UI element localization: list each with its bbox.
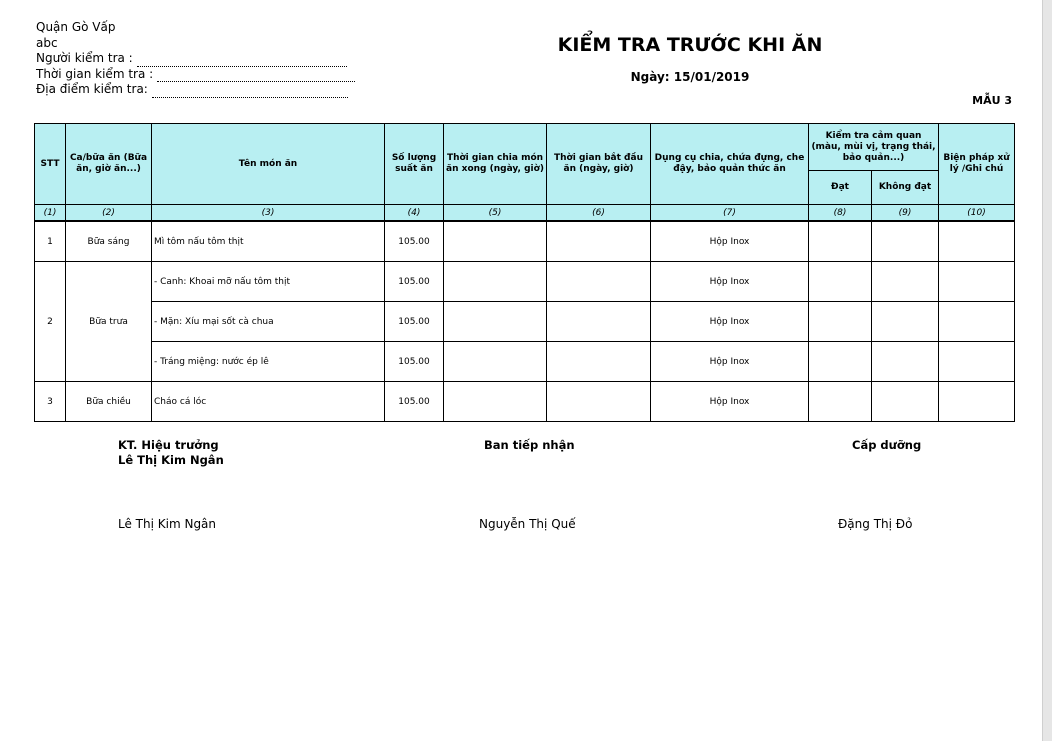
inspection-table	[34, 123, 1015, 422]
place-label: Địa điểm kiểm tra:	[36, 82, 148, 96]
cell-notes	[939, 302, 1015, 342]
header-pass: Đạt	[809, 171, 872, 205]
column-index: (3)	[152, 205, 385, 222]
cell-dish: - Mặn: Xíu mại sốt cà chua	[152, 302, 385, 342]
cell-utensils: Hộp Inox	[651, 302, 809, 342]
cell-utensils: Hộp Inox	[651, 382, 809, 422]
header-sensory: Kiểm tra cảm quan (màu, mùi vị, trạng thái, bảo quản...)	[809, 124, 939, 171]
cell-start-eat	[547, 221, 651, 262]
cell-portions: 105.00	[385, 342, 444, 382]
header-start-eat: Thời gian bắt đầu ăn (ngày, giờ)	[547, 124, 651, 205]
cell-pass	[809, 221, 872, 262]
column-index: (2)	[66, 205, 152, 222]
nutrition-name: Đặng Thị Đỏ	[838, 517, 913, 531]
header-utensils: Dụng cụ chia, chứa đựng, che đậy, bảo quản thức ăn	[651, 124, 809, 205]
cell-dish: Mì tôm nấu tôm thịt	[152, 221, 385, 262]
cell-serve-done	[444, 302, 547, 342]
cell-pass	[809, 382, 872, 422]
header-fail: Không đạt	[872, 171, 939, 205]
column-index: (5)	[444, 205, 547, 222]
column-index: (6)	[547, 205, 651, 222]
cell-dish: Cháo cá lóc	[152, 382, 385, 422]
table-row	[35, 262, 1015, 302]
inspector-blank	[137, 55, 347, 67]
cell-start-eat	[547, 342, 651, 382]
column-index: (4)	[385, 205, 444, 222]
cell-serve-done	[444, 262, 547, 302]
receiver-name: Nguyễn Thị Quế	[479, 517, 576, 531]
table-row	[35, 302, 1015, 342]
cell-utensils: Hộp Inox	[651, 221, 809, 262]
cell-serve-done	[444, 342, 547, 382]
cell-portions: 105.00	[385, 302, 444, 342]
table-row	[35, 342, 1015, 382]
cell-fail	[872, 262, 939, 302]
cell-stt: 1	[35, 221, 66, 262]
cell-pass	[809, 302, 872, 342]
header-dish: Tên món ăn	[152, 124, 385, 205]
cell-portions: 105.00	[385, 262, 444, 302]
header-meal: Ca/bữa ăn (Bữa ăn, giờ ăn...)	[66, 124, 152, 205]
cell-serve-done	[444, 221, 547, 262]
cell-fail	[872, 221, 939, 262]
cell-meal: Bữa chiều	[66, 382, 152, 422]
cell-portions: 105.00	[385, 382, 444, 422]
cell-start-eat	[547, 382, 651, 422]
nutrition-title: Cấp dưỡng	[852, 438, 922, 452]
column-index: (7)	[651, 205, 809, 222]
page-edge	[1042, 0, 1052, 741]
cell-pass	[809, 262, 872, 302]
report-date: Ngày: 15/01/2019	[630, 70, 750, 84]
cell-pass	[809, 342, 872, 382]
table-row	[35, 382, 1015, 422]
header-portions: Số lượng suất ăn	[385, 124, 444, 205]
receiver-title: Ban tiếp nhận	[484, 438, 575, 452]
column-index: (9)	[872, 205, 939, 222]
page-title: KIỂM TRA TRƯỚC KHI ĂN	[557, 34, 823, 56]
cell-meal: Bữa sáng	[66, 221, 152, 262]
header-stt: STT	[35, 124, 66, 205]
cell-utensils: Hộp Inox	[651, 342, 809, 382]
school-label: abc	[36, 35, 58, 50]
cell-fail	[872, 342, 939, 382]
cell-start-eat	[547, 262, 651, 302]
cell-notes	[939, 382, 1015, 422]
cell-fail	[872, 302, 939, 342]
inspector-label: Người kiểm tra :	[36, 51, 133, 65]
cell-dish: - Tráng miệng: nước ép lê	[152, 342, 385, 382]
district-label: Quận Gò Vấp	[36, 20, 116, 34]
place-line	[36, 82, 355, 98]
cell-notes	[939, 262, 1015, 302]
header-info	[36, 20, 355, 98]
place-blank	[152, 86, 348, 98]
cell-fail	[872, 382, 939, 422]
header-notes: Biện pháp xử lý /Ghi chú	[939, 124, 1015, 205]
cell-serve-done	[444, 382, 547, 422]
time-label: Thời gian kiểm tra :	[36, 66, 154, 81]
form-code: MẪU 3	[972, 94, 1012, 107]
cell-stt: 2	[35, 262, 66, 382]
signature-principal	[118, 438, 224, 468]
table-row	[35, 221, 1015, 262]
cell-dish: - Canh: Khoai mỡ nấu tôm thịt	[152, 262, 385, 302]
cell-notes	[939, 221, 1015, 262]
principal-title: KT. Hiệu trưởng	[118, 438, 219, 452]
cell-start-eat	[547, 302, 651, 342]
header-serve-done: Thời gian chia món ăn xong (ngày, giờ)	[444, 124, 547, 205]
principal-subtitle: Lê Thị Kim Ngân	[118, 453, 224, 467]
cell-utensils: Hộp Inox	[651, 262, 809, 302]
cell-portions: 105.00	[385, 221, 444, 262]
column-index: (8)	[809, 205, 872, 222]
column-index: (10)	[939, 205, 1015, 222]
cell-stt: 3	[35, 382, 66, 422]
cell-notes	[939, 342, 1015, 382]
principal-name: Lê Thị Kim Ngân	[118, 517, 217, 531]
cell-meal: Bữa trưa	[66, 262, 152, 382]
column-index: (1)	[35, 205, 66, 222]
